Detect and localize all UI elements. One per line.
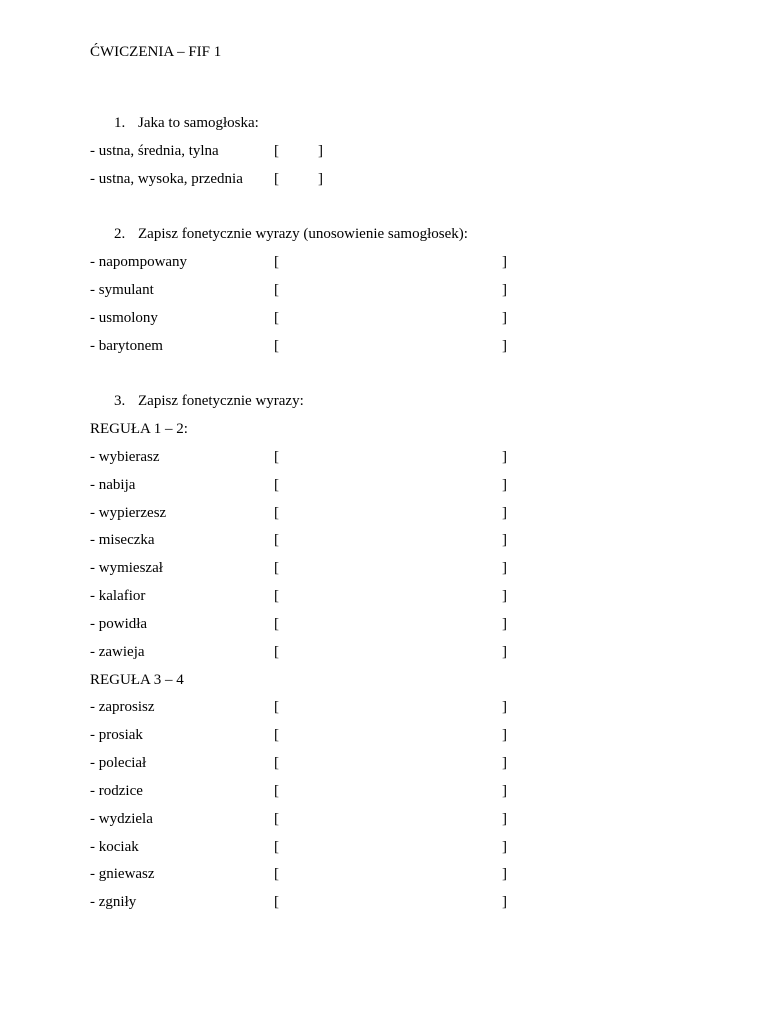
answer-field-zaprosisz[interactable] bbox=[284, 697, 494, 717]
open-bracket: [ bbox=[274, 699, 279, 715]
answer-field-barytonem[interactable] bbox=[284, 336, 494, 356]
open-bracket: [ bbox=[274, 338, 279, 354]
close-bracket: ] bbox=[502, 477, 507, 493]
close-bracket: ] bbox=[502, 616, 507, 632]
answer-field-rodzice[interactable] bbox=[284, 781, 494, 801]
close-bracket: ] bbox=[502, 894, 507, 910]
answer-field-nabija[interactable] bbox=[284, 475, 494, 495]
answer-field-vowel-2[interactable] bbox=[284, 169, 314, 189]
rule2-item-label: - kociak bbox=[90, 839, 139, 855]
section2-item-label: - napompowany bbox=[90, 254, 188, 270]
close-bracket: ] bbox=[502, 727, 507, 743]
open-bracket: [ bbox=[274, 532, 279, 548]
close-bracket: ] bbox=[502, 644, 507, 660]
open-bracket: [ bbox=[274, 616, 279, 632]
close-bracket: ] bbox=[502, 588, 507, 604]
close-bracket: ] bbox=[318, 171, 323, 187]
open-bracket: [ bbox=[274, 143, 279, 159]
rule1-item-label: - kalafior bbox=[90, 588, 146, 604]
close-bracket: ] bbox=[502, 310, 507, 326]
section2-item-label: - usmolony bbox=[90, 310, 158, 326]
rule1-item-label: - zawieja bbox=[90, 644, 145, 660]
section2-item-label: - barytonem bbox=[90, 338, 163, 354]
answer-field-gniewasz[interactable] bbox=[284, 864, 494, 884]
answer-field-wybierasz[interactable] bbox=[284, 447, 494, 467]
open-bracket: [ bbox=[274, 560, 279, 576]
rule2-item-label: - poleciał bbox=[90, 755, 147, 771]
rule1-label: REGUŁA 1 – 2: bbox=[90, 421, 188, 437]
answer-field-powidla[interactable] bbox=[284, 614, 494, 634]
open-bracket: [ bbox=[274, 449, 279, 465]
open-bracket: [ bbox=[274, 866, 279, 882]
rule1-item-label: - miseczka bbox=[90, 532, 155, 548]
answer-field-kociak[interactable] bbox=[284, 837, 494, 857]
answer-field-prosiak[interactable] bbox=[284, 725, 494, 745]
close-bracket: ] bbox=[502, 783, 507, 799]
close-bracket: ] bbox=[502, 449, 507, 465]
close-bracket: ] bbox=[502, 839, 507, 855]
section1-item-label: - ustna, średnia, tylna bbox=[90, 143, 219, 159]
section2-number: 2. bbox=[114, 226, 126, 242]
answer-field-polecial[interactable] bbox=[284, 753, 494, 773]
open-bracket: [ bbox=[274, 839, 279, 855]
close-bracket: ] bbox=[318, 143, 323, 159]
section2-heading: Zapisz fonetycznie wyrazy (unosowienie samogłosek): bbox=[138, 226, 468, 242]
open-bracket: [ bbox=[274, 894, 279, 910]
open-bracket: [ bbox=[274, 588, 279, 604]
answer-field-wymieszal[interactable] bbox=[284, 558, 494, 578]
open-bracket: [ bbox=[274, 811, 279, 827]
page-title: ĆWICZENIA – FIF 1 bbox=[90, 44, 222, 60]
open-bracket: [ bbox=[274, 505, 279, 521]
answer-field-zgnily[interactable] bbox=[284, 892, 494, 912]
answer-field-vowel-1[interactable] bbox=[284, 141, 314, 161]
close-bracket: ] bbox=[502, 560, 507, 576]
open-bracket: [ bbox=[274, 755, 279, 771]
open-bracket: [ bbox=[274, 310, 279, 326]
answer-field-wydziela[interactable] bbox=[284, 809, 494, 829]
rule2-item-label: - rodzice bbox=[90, 783, 143, 799]
close-bracket: ] bbox=[502, 532, 507, 548]
rule2-item-label: - zaprosisz bbox=[90, 699, 155, 715]
close-bracket: ] bbox=[502, 505, 507, 521]
section1-heading: Jaka to samogłoska: bbox=[138, 115, 259, 131]
open-bracket: [ bbox=[274, 171, 279, 187]
rule2-item-label: - wydziela bbox=[90, 811, 153, 827]
open-bracket: [ bbox=[274, 477, 279, 493]
open-bracket: [ bbox=[274, 727, 279, 743]
close-bracket: ] bbox=[502, 699, 507, 715]
rule2-item-label: - gniewasz bbox=[90, 866, 155, 882]
open-bracket: [ bbox=[274, 282, 279, 298]
answer-field-napompowany[interactable] bbox=[284, 252, 494, 272]
rule1-item-label: - powidła bbox=[90, 616, 148, 632]
rule1-item-label: - wybierasz bbox=[90, 449, 160, 465]
answer-field-symulant[interactable] bbox=[284, 280, 494, 300]
close-bracket: ] bbox=[502, 338, 507, 354]
close-bracket: ] bbox=[502, 811, 507, 827]
rule1-item-label: - nabija bbox=[90, 477, 136, 493]
close-bracket: ] bbox=[502, 254, 507, 270]
open-bracket: [ bbox=[274, 254, 279, 270]
answer-field-kalafior[interactable] bbox=[284, 586, 494, 606]
section2-item-label: - symulant bbox=[90, 282, 154, 298]
section3-heading: Zapisz fonetycznie wyrazy: bbox=[138, 393, 304, 409]
answer-field-miseczka[interactable] bbox=[284, 530, 494, 550]
section1-item-label: - ustna, wysoka, przednia bbox=[90, 171, 243, 187]
section1-number: 1. bbox=[114, 115, 126, 131]
rule2-item-label: - zgniły bbox=[90, 894, 137, 910]
answer-field-wypierzesz[interactable] bbox=[284, 503, 494, 523]
close-bracket: ] bbox=[502, 866, 507, 882]
rule1-item-label: - wypierzesz bbox=[90, 505, 167, 521]
answer-field-usmolony[interactable] bbox=[284, 308, 494, 328]
rule2-label: REGUŁA 3 – 4 bbox=[90, 672, 184, 688]
section3-number: 3. bbox=[114, 393, 126, 409]
close-bracket: ] bbox=[502, 755, 507, 771]
rule1-item-label: - wymieszał bbox=[90, 560, 163, 576]
answer-field-zawieja[interactable] bbox=[284, 642, 494, 662]
open-bracket: [ bbox=[274, 783, 279, 799]
close-bracket: ] bbox=[502, 282, 507, 298]
open-bracket: [ bbox=[274, 644, 279, 660]
rule2-item-label: - prosiak bbox=[90, 727, 143, 743]
